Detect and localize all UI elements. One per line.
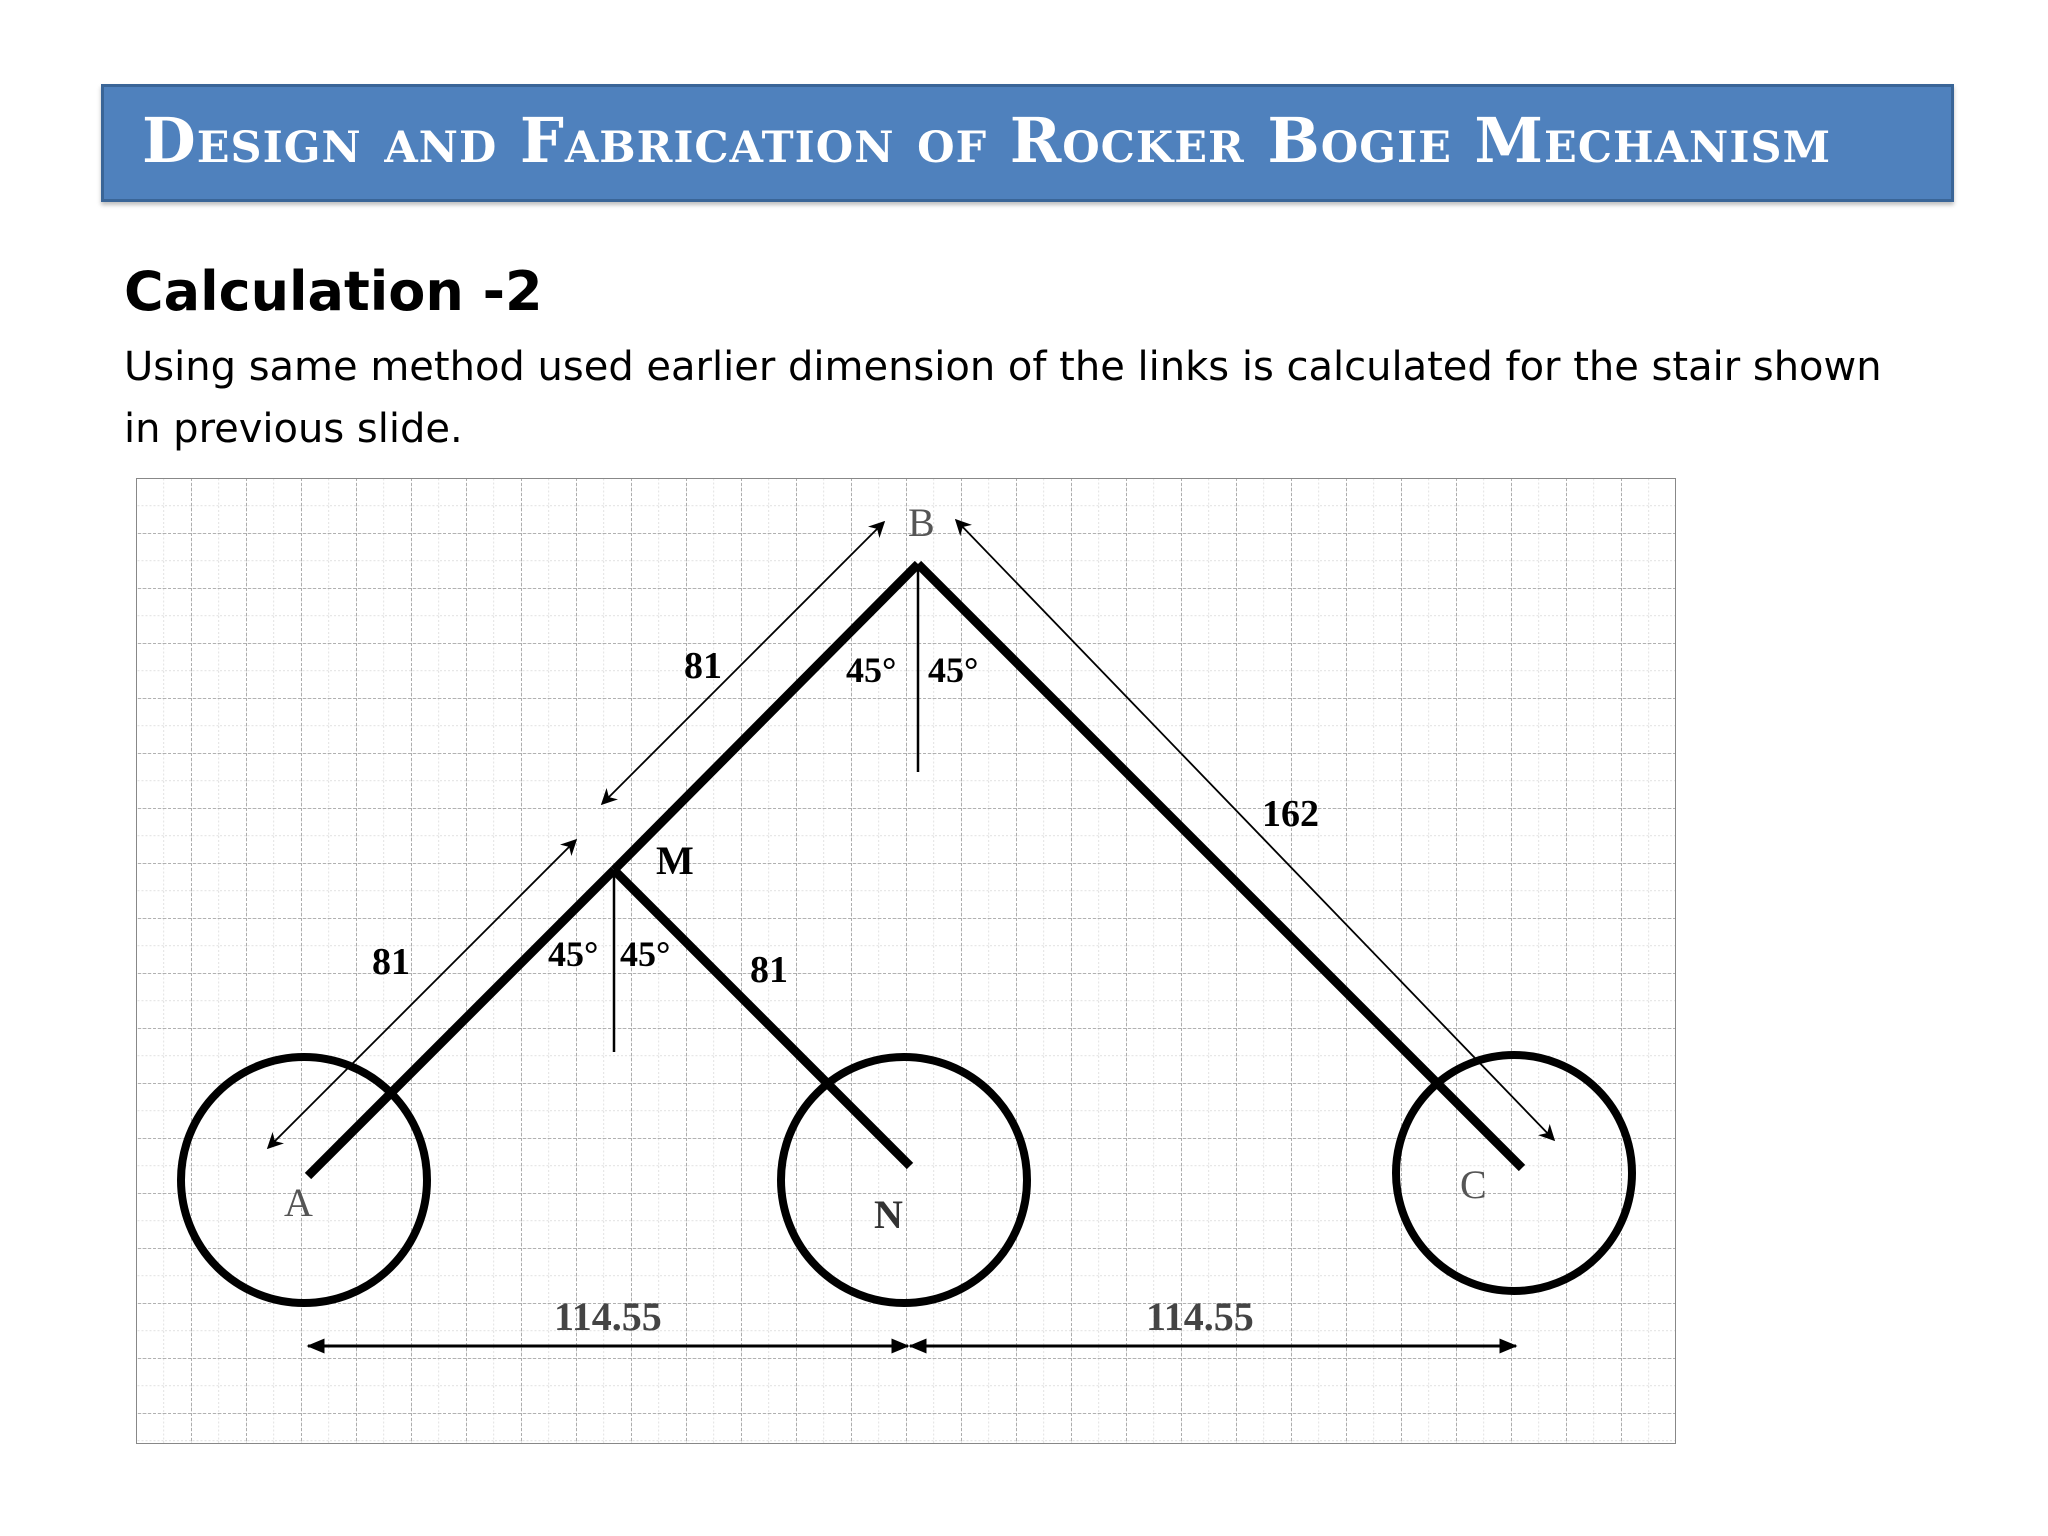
title-bar <box>101 84 1954 202</box>
length-label-m-n: 81 <box>750 949 788 991</box>
label-point-c: C <box>1460 1162 1487 1207</box>
label-point-a: A <box>284 1180 313 1225</box>
spacing-label-a-n: 114.55 <box>554 1294 662 1339</box>
body-text: Using same method used earlier dimension of the links is calculated for the stair shown in previous slide. <box>124 344 1882 452</box>
rocker-bogie-diagram <box>136 478 1676 1444</box>
section-heading: Calculation -2 <box>124 260 543 323</box>
label-point-m: M <box>656 838 694 883</box>
length-label-b-m: 81 <box>684 645 722 687</box>
angle-label-m-right: 45° <box>620 934 671 974</box>
angle-label-b-left: 45° <box>846 650 897 690</box>
label-point-n: N <box>874 1192 903 1237</box>
spacing-label-n-c: 114.55 <box>1146 1294 1254 1339</box>
angle-label-m-left: 45° <box>548 934 599 974</box>
slide-title: Design and Fabrication of Rocker Bogie Mechanism <box>142 104 1832 177</box>
label-point-b: B <box>908 500 935 545</box>
angle-label-b-right: 45° <box>928 650 979 690</box>
length-label-b-c: 162 <box>1262 793 1319 835</box>
length-label-m-a: 81 <box>372 941 410 983</box>
